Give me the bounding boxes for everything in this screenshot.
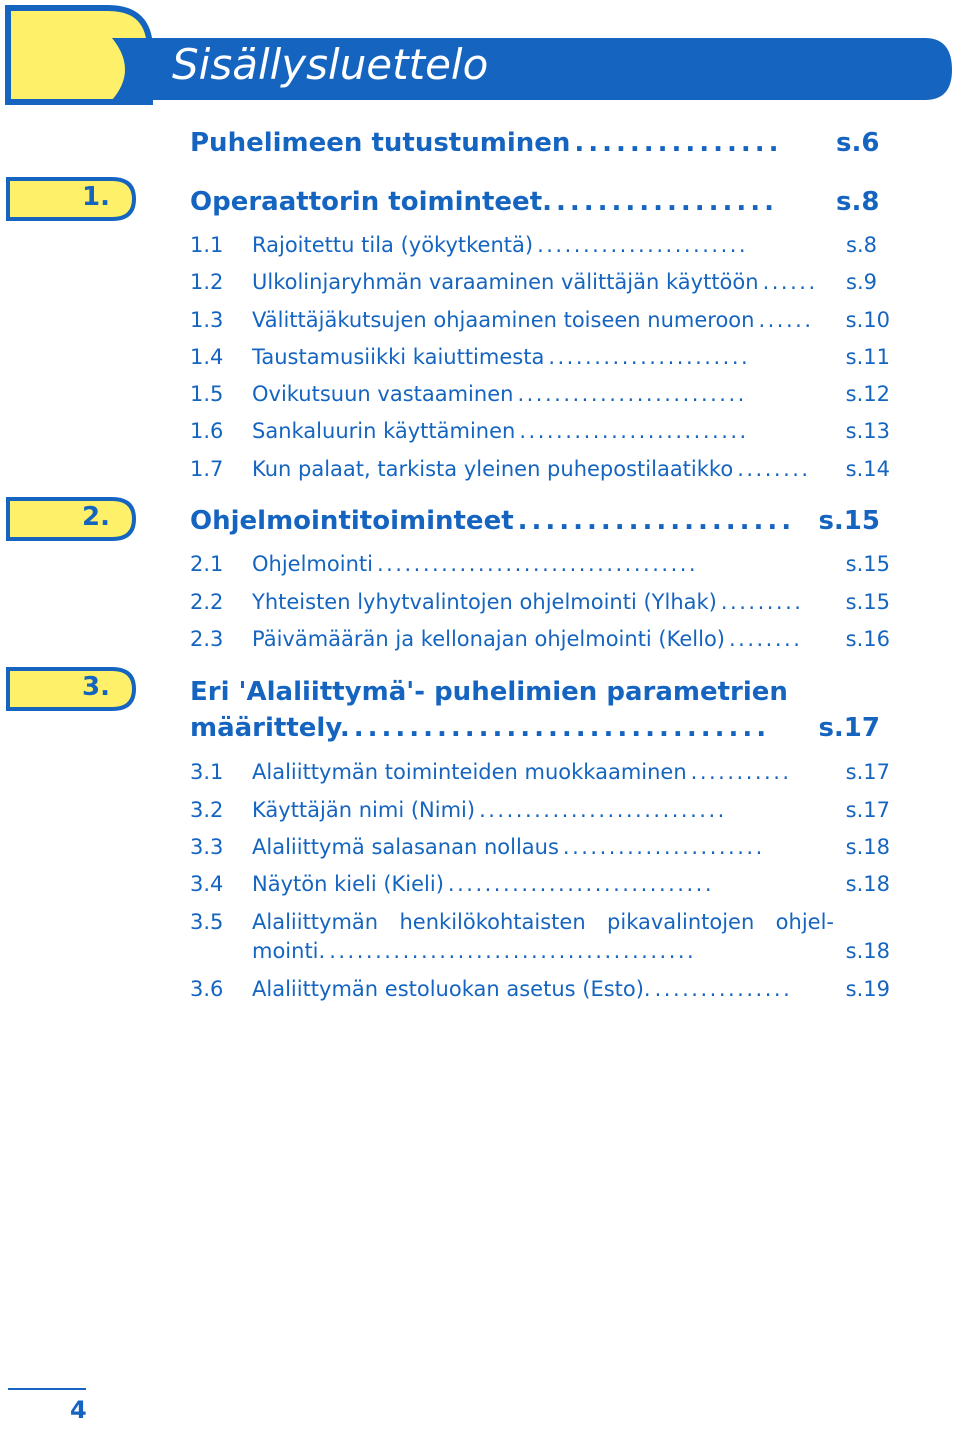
toc-entry-2-1[interactable] xyxy=(190,552,890,582)
toc-page-ref: s.6 xyxy=(836,128,880,158)
toc-heading-title: Ohjelmointitoiminteet xyxy=(190,506,514,536)
toc-entry-title-word: pikavalintojen xyxy=(607,910,755,934)
toc-entry-number: 3.6 xyxy=(190,977,224,1001)
toc-entry-title: Alaliittymä salasanan nollaus xyxy=(252,835,559,859)
toc-entry-number: 3.5 xyxy=(190,910,224,934)
toc-entry-3-6[interactable] xyxy=(190,977,890,1007)
toc-entry-1-1[interactable] xyxy=(190,233,890,263)
toc-entry-2-3[interactable] xyxy=(190,627,890,657)
toc-entry-title-word: henkilökohtaisten xyxy=(399,910,586,934)
toc-entry-title: Sankaluurin käyttäminen xyxy=(252,419,516,443)
toc-leader-dots: ............... xyxy=(574,128,783,158)
toc-page-ref: s.10 xyxy=(845,308,890,332)
toc-page-ref: s.9 xyxy=(846,270,877,294)
toc-page-ref: s.17 xyxy=(818,713,880,743)
toc-heading-title: Operaattorin toiminteet. xyxy=(190,187,552,217)
toc-entry-3-1[interactable] xyxy=(190,760,890,790)
toc-entry-number: 1.6 xyxy=(190,419,224,443)
toc-entry-number: 2.3 xyxy=(190,627,224,651)
toc-entry-number: 2.2 xyxy=(190,590,224,614)
toc-leader-dots: ............... xyxy=(654,977,793,1001)
page-number: 4 xyxy=(70,1396,87,1424)
toc-page-ref: s.14 xyxy=(845,457,890,481)
toc-page-ref: s.15 xyxy=(845,552,890,576)
toc-page-ref: s.18 xyxy=(845,872,890,896)
toc-chapter-3-heading[interactable] xyxy=(190,677,880,743)
chapter-tab-label: 3. xyxy=(82,672,110,702)
toc-leader-dots: ........ xyxy=(728,627,803,651)
toc-leader-dots: .................... xyxy=(517,506,796,536)
toc-page-ref: s.11 xyxy=(845,345,890,369)
toc-page-ref: s.13 xyxy=(845,419,890,443)
toc-entry-title: Alaliittymän estoluokan asetus (Esto). xyxy=(252,977,651,1001)
toc-entry-3-5[interactable] xyxy=(190,910,890,972)
toc-entry-title: Päivämäärän ja kellonajan ohjelmointi (Kello) xyxy=(252,627,725,651)
toc-heading-title-continued: määrittely. xyxy=(190,713,350,743)
toc-entry-title-continued: mointi. xyxy=(252,939,326,963)
toc-page-ref: s.19 xyxy=(845,977,890,1001)
toc-entry-1-3[interactable] xyxy=(190,308,890,338)
toc-entry-number: 3.3 xyxy=(190,835,224,859)
toc-entry-1-2[interactable] xyxy=(190,270,890,300)
toc-entry-title: Ovikutsuun vastaaminen xyxy=(252,382,514,406)
toc-leader-dots: ...... xyxy=(758,308,814,332)
chapter-tab-label: 2. xyxy=(82,502,110,532)
footer-rule xyxy=(8,1388,86,1390)
toc-leader-dots: ............................. xyxy=(447,872,715,896)
chapter-tab-2 xyxy=(0,496,140,542)
page-title: Sisällysluettelo xyxy=(172,40,489,89)
chapter-tab-3 xyxy=(0,666,140,712)
toc-entry-3-3[interactable] xyxy=(190,835,890,865)
toc-page-ref: s.18 xyxy=(845,835,890,859)
toc-heading-title: Puhelimeen tutustuminen xyxy=(190,128,571,158)
toc-entry-1-7[interactable] xyxy=(190,457,890,487)
toc-leader-dots: ................................... xyxy=(376,552,699,576)
toc-page-ref: s.8 xyxy=(846,233,877,257)
toc-leader-dots: ...................... xyxy=(548,345,751,369)
toc-page-ref: s.18 xyxy=(845,939,890,963)
toc-entry-number: 1.5 xyxy=(190,382,224,406)
toc-leader-dots: ...... xyxy=(762,270,818,294)
chapter-tab-1 xyxy=(0,176,140,222)
toc-entry-number: 3.2 xyxy=(190,798,224,822)
toc-entry-2-2[interactable] xyxy=(190,590,890,620)
toc-entry-title: Rajoitettu tila (yökytkentä) xyxy=(252,233,534,257)
toc-entry-title xyxy=(252,910,834,934)
toc-leader-dots: ........................................ xyxy=(329,939,697,963)
toc-page-ref: s.8 xyxy=(836,187,880,217)
toc-entry-title: Ohjelmointi xyxy=(252,552,373,576)
toc-intro-entry[interactable] xyxy=(190,128,880,158)
toc-entry-title: Ulkolinjaryhmän varaaminen välittäjän käyttöön xyxy=(252,270,759,294)
toc-entry-title-word: ohjel- xyxy=(775,910,834,934)
toc-entry-number: 3.4 xyxy=(190,872,224,896)
toc-leader-dots: ......................... xyxy=(517,382,747,406)
toc-page-ref: s.17 xyxy=(845,760,890,784)
toc-entry-title: Näytön kieli (Kieli) xyxy=(252,872,444,896)
toc-leader-dots: ....................... xyxy=(537,233,749,257)
toc-entry-number: 3.1 xyxy=(190,760,224,784)
toc-entry-number: 2.1 xyxy=(190,552,224,576)
toc-entry-number: 1.4 xyxy=(190,345,224,369)
toc-leader-dots: ......... xyxy=(720,590,804,614)
toc-page-ref: s.12 xyxy=(845,382,890,406)
toc-entry-title: Välittäjäkutsujen ohjaaminen toiseen numeroon xyxy=(252,308,755,332)
toc-page-ref: s.15 xyxy=(845,590,890,614)
toc-entry-title: Alaliittymän toiminteiden muokkaaminen xyxy=(252,760,687,784)
toc-leader-dots: ........ xyxy=(737,457,811,481)
toc-entry-title: Yhteisten lyhytvalintojen ohjelmointi (Ylhak) xyxy=(252,590,717,614)
toc-leader-dots: .............................. xyxy=(353,713,771,743)
toc-leader-dots: ........................... xyxy=(479,798,727,822)
toc-leader-dots: ......................... xyxy=(519,419,749,443)
toc-entry-number: 1.2 xyxy=(190,270,224,294)
toc-entry-title: Kun palaat, tarkista yleinen puhepostilaatikko xyxy=(252,457,734,481)
toc-page-ref: s.17 xyxy=(845,798,890,822)
toc-heading-title: Eri 'Alaliittymä'- puhelimien parametrien xyxy=(190,677,788,707)
toc-leader-dots: ...................... xyxy=(562,835,765,859)
chapter-tab-label: 1. xyxy=(82,182,110,212)
toc-entry-title: Taustamusiikki kaiuttimesta xyxy=(252,345,545,369)
toc-entry-number: 1.7 xyxy=(190,457,224,481)
toc-entry-1-4[interactable] xyxy=(190,345,890,375)
toc-entry-number: 1.1 xyxy=(190,233,224,257)
toc-leader-dots: ........... xyxy=(690,760,792,784)
toc-entry-1-5[interactable] xyxy=(190,382,890,412)
toc-page-ref: s.16 xyxy=(845,627,890,651)
toc-leader-dots: ................ xyxy=(556,187,779,217)
toc-entry-3-2[interactable] xyxy=(190,798,890,828)
toc-page-ref: s.15 xyxy=(818,506,880,536)
toc-entry-3-4[interactable] xyxy=(190,872,890,902)
toc-entry-title-word: Alaliittymän xyxy=(252,910,379,934)
toc-entry-title: Käyttäjän nimi (Nimi) xyxy=(252,798,476,822)
toc-chapter-2-heading[interactable] xyxy=(190,506,880,536)
toc-entry-number: 1.3 xyxy=(190,308,224,332)
toc-chapter-1-heading[interactable] xyxy=(190,187,880,217)
toc-entry-1-6[interactable] xyxy=(190,419,890,449)
